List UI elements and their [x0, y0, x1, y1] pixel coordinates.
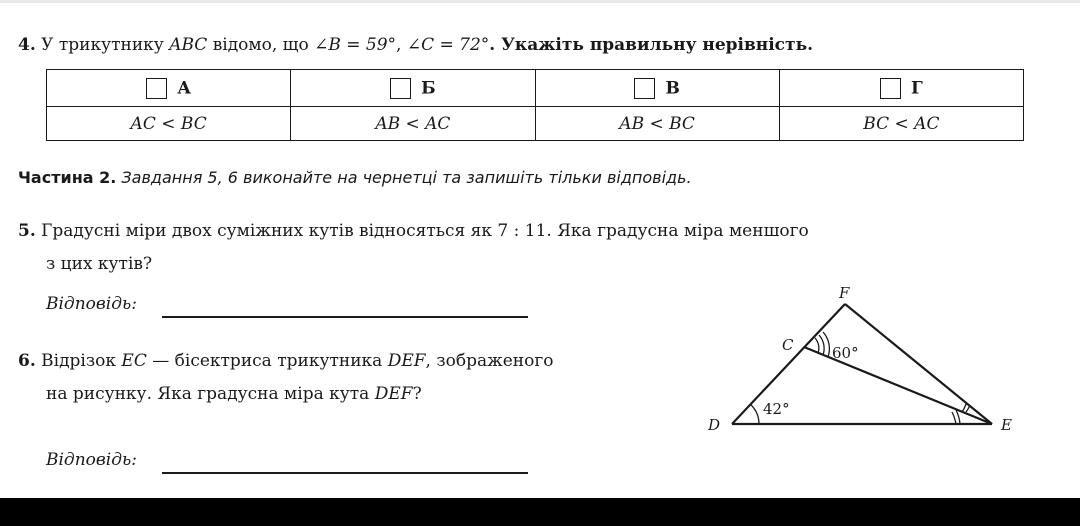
- choice-g-letter: Г: [911, 78, 923, 98]
- choice-b-letter: Б: [421, 78, 436, 98]
- angle-e-arc-4: [956, 410, 960, 424]
- question-4-text-a: У трикутнику: [41, 35, 164, 55]
- question-6-line-2b: ?: [412, 384, 422, 404]
- question-6-number: 6.: [18, 351, 36, 371]
- checkbox-a[interactable]: [146, 78, 167, 99]
- angle-d-arc: [750, 404, 759, 424]
- angle-e-arc-2: [966, 405, 970, 412]
- choice-a-value: AC < BC: [47, 107, 291, 141]
- part-2-title: Частина 2.: [18, 168, 117, 187]
- choice-a[interactable]: [47, 70, 291, 107]
- angle-c-value: 60°: [832, 344, 859, 362]
- checkbox-b[interactable]: [390, 78, 411, 99]
- answer-5-label: Відповідь:: [46, 294, 137, 314]
- angle-d-value: 42°: [763, 400, 790, 418]
- question-5-line-1: Градусні міри двох суміжних кутів відносяться як 7 : 11. Яка градусна міра меншого: [41, 221, 809, 241]
- choice-g-value: BC < AC: [779, 107, 1023, 141]
- question-6-triangle: DEF: [387, 351, 426, 371]
- choice-v[interactable]: [535, 70, 779, 107]
- part-2-description: Завдання 5, 6 виконайте на чернетці та запишіть тільки відповідь.: [121, 168, 692, 187]
- checkbox-g[interactable]: [880, 78, 901, 99]
- choice-b-value: AB < AC: [291, 107, 535, 141]
- choice-b[interactable]: [291, 70, 535, 107]
- label-C: C: [782, 336, 794, 354]
- answer-5-field[interactable]: [162, 316, 528, 318]
- question-6: [18, 350, 554, 372]
- question-6-angle: DEF: [374, 384, 413, 404]
- angle-e-arc-3: [952, 412, 956, 424]
- answer-6-field[interactable]: [162, 472, 528, 474]
- label-E: E: [1001, 416, 1012, 434]
- question-4: 4. У трикутнику ABC відомо, що ∠B = 59°, ∠C = 72°. Укажіть правильну нерівність.: [18, 35, 814, 55]
- label-F: F: [839, 284, 850, 302]
- label-D: D: [708, 416, 721, 434]
- question-4-number: 4.: [18, 35, 36, 55]
- question-4-angle-b: ∠B = 59°: [314, 35, 397, 55]
- choice-a-letter: А: [177, 78, 192, 98]
- question-6-line-2a: на рисунку. Яка градусна міра кута: [46, 384, 370, 404]
- part-2-header: [18, 168, 692, 187]
- question-6-segment: EC: [121, 351, 147, 371]
- question-6-text-2: — бісектриса трикутника: [152, 351, 383, 371]
- question-5-line-2: з цих кутів?: [46, 254, 153, 274]
- question-6-text-3: , зображеного: [425, 351, 554, 371]
- question-6-line-2: [46, 383, 422, 405]
- answer-choices-table: [46, 69, 1024, 141]
- question-4-text-c: . Укажіть правильну нерівність.: [489, 35, 814, 55]
- question-5-number: 5.: [18, 221, 36, 241]
- question-4-triangle: ABC: [169, 35, 208, 55]
- answer-6-label: Відповідь:: [46, 450, 137, 470]
- question-4-angle-c: ∠C = 72°: [406, 35, 490, 55]
- top-border: [0, 0, 1080, 3]
- choice-g[interactable]: [779, 70, 1023, 107]
- angle-c-arc-2: [819, 335, 824, 355]
- bottom-black-bar: [0, 498, 1080, 526]
- choice-v-value: AB < BC: [535, 107, 779, 141]
- question-6-text-1: Відрізок: [41, 351, 117, 371]
- choice-v-letter: В: [665, 78, 680, 98]
- triangle-figure: [700, 280, 1030, 450]
- checkbox-v[interactable]: [634, 78, 655, 99]
- angle-e-arc-1: [962, 404, 966, 412]
- question-4-text-b: відомо, що: [212, 35, 309, 55]
- question-5: [18, 220, 809, 242]
